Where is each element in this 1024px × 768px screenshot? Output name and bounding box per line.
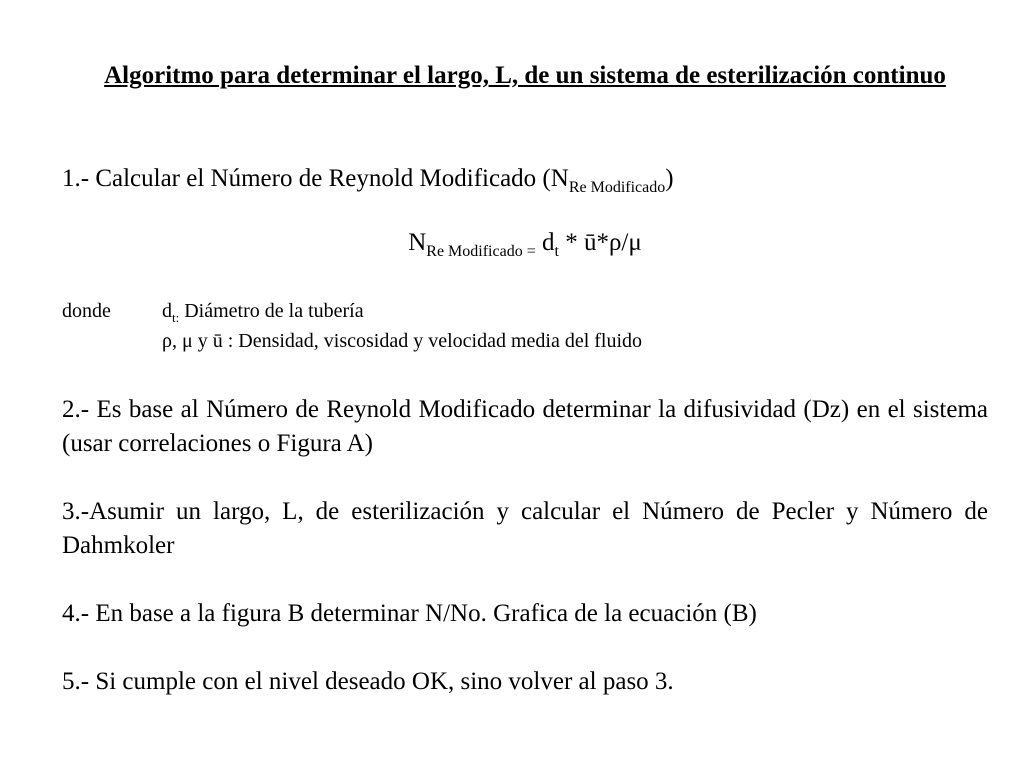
definition-d: d — [162, 300, 172, 322]
definitions-label: donde — [62, 300, 111, 322]
step-3: 3.-Asumir un largo, L, de esterilización y calcular el Número de Pecler y Número de Dahmkoler — [62, 498, 988, 559]
step-1 — [62, 162, 988, 196]
step-1-subscript: Re Modificado — [568, 179, 666, 196]
step-4: 4.- En base a la figura B determinar N/No. Grafica de la ecuación (B) — [62, 600, 757, 627]
formula-d-subscript: t — [554, 243, 559, 260]
definition-fluid-text: ρ, μ y ū : Densidad, viscosidad y velocidad media del fluido — [162, 330, 643, 352]
step-1-close: ) — [665, 165, 674, 192]
definitions-line-1 — [62, 296, 988, 326]
definition-d-text: Diámetro de la tubería — [179, 300, 364, 322]
formula-n-subscript: Re Modificado = — [426, 243, 536, 260]
definition-d-subscript: t: — [172, 310, 180, 325]
reynolds-formula — [62, 226, 988, 260]
slide-title: Algoritmo para determinar el largo, L, de un sistema de esterilización continuo — [104, 62, 946, 89]
step-5: 5.- Si cumple con el nivel deseado OK, sino volver al paso 3. — [62, 668, 674, 695]
formula-rest: * ū*ρ/μ — [558, 229, 642, 256]
step-1-text: 1.- Calcular el Número de Reynold Modificado (N — [62, 165, 569, 192]
step-2: 2.- Es base al Número de Reynold Modificado determinar la difusividad (Dz) en el sistema (usar correlaciones o Figura A) — [62, 396, 988, 457]
formula-n: N — [408, 229, 427, 256]
definitions-line-2 — [62, 326, 988, 356]
formula-d: d — [535, 229, 555, 256]
